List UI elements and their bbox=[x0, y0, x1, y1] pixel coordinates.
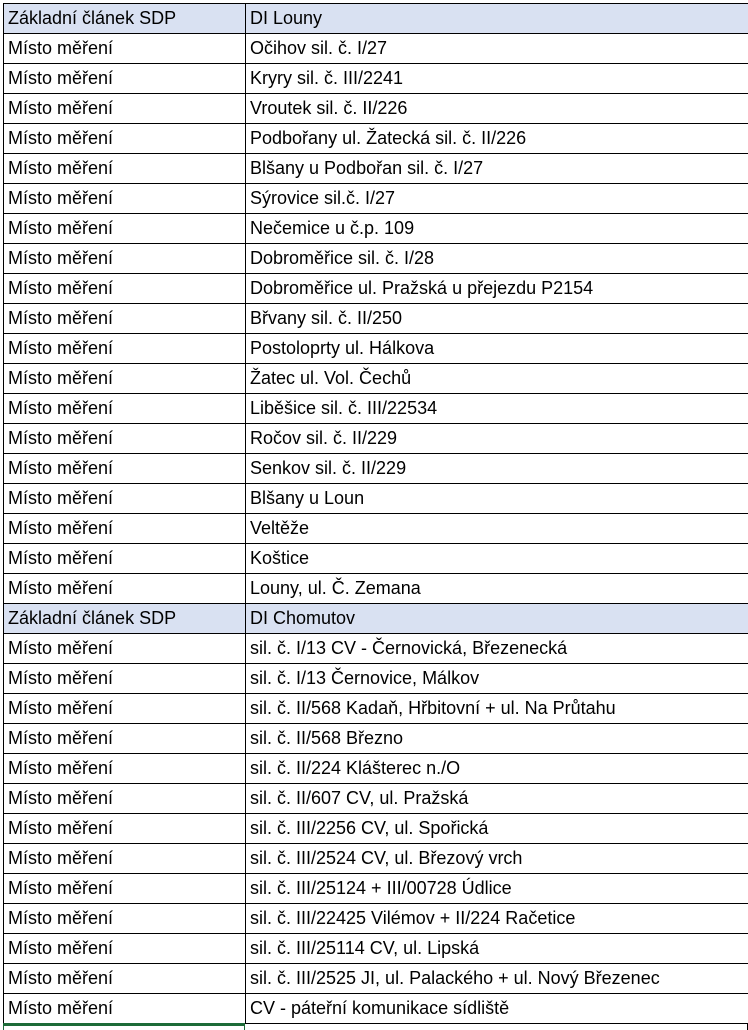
table-row bbox=[4, 154, 748, 184]
site-location-cell[interactable]: sil. č. II/607 CV, ul. Pražská bbox=[246, 784, 748, 814]
row-type-cell[interactable]: Místo měření bbox=[4, 934, 246, 964]
site-location-cell[interactable]: sil. č. III/22425 Vilémov + II/224 Račetice bbox=[246, 904, 748, 934]
site-location-cell[interactable]: Vroutek sil. č. II/226 bbox=[246, 94, 748, 124]
row-type-cell[interactable]: Místo měření bbox=[4, 304, 246, 334]
table-row bbox=[4, 544, 748, 574]
table-row bbox=[4, 904, 748, 934]
row-type-cell[interactable]: Místo měření bbox=[4, 994, 246, 1024]
row-type-cell[interactable]: Místo měření bbox=[4, 724, 246, 754]
measurement-sites-table bbox=[3, 3, 748, 1024]
row-type-cell[interactable]: Místo měření bbox=[4, 214, 246, 244]
partial-next-row bbox=[3, 1023, 748, 1030]
table-row bbox=[4, 754, 748, 784]
site-location-cell[interactable]: sil. č. III/2256 CV, ul. Spořická bbox=[246, 814, 748, 844]
table-row bbox=[4, 64, 748, 94]
row-type-cell[interactable]: Místo měření bbox=[4, 154, 246, 184]
section-label-cell[interactable]: Základní článek SDP bbox=[4, 4, 246, 34]
site-location-cell[interactable]: Senkov sil. č. II/229 bbox=[246, 454, 748, 484]
site-location-cell[interactable]: sil. č. II/224 Klášterec n./O bbox=[246, 754, 748, 784]
row-type-cell[interactable]: Místo měření bbox=[4, 754, 246, 784]
site-location-cell[interactable]: Očihov sil. č. I/27 bbox=[246, 34, 748, 64]
row-type-cell[interactable]: Místo měření bbox=[4, 454, 246, 484]
row-type-cell[interactable]: Místo měření bbox=[4, 364, 246, 394]
table-row bbox=[4, 574, 748, 604]
row-type-cell[interactable]: Místo měření bbox=[4, 784, 246, 814]
site-location-cell[interactable]: Postoloprty ul. Hálkova bbox=[246, 334, 748, 364]
table-row bbox=[4, 814, 748, 844]
row-type-cell[interactable]: Místo měření bbox=[4, 904, 246, 934]
site-location-cell[interactable]: Podbořany ul. Žatecká sil. č. II/226 bbox=[246, 124, 748, 154]
table-row bbox=[4, 694, 748, 724]
row-type-cell[interactable]: Místo měření bbox=[4, 694, 246, 724]
table-row bbox=[4, 874, 748, 904]
section-name-cell[interactable]: DI Chomutov bbox=[246, 604, 748, 634]
row-type-cell[interactable]: Místo měření bbox=[4, 274, 246, 304]
table-row bbox=[4, 214, 748, 244]
table-row bbox=[4, 364, 748, 394]
row-type-cell[interactable]: Místo měření bbox=[4, 574, 246, 604]
row-type-cell[interactable]: Místo měření bbox=[4, 64, 246, 94]
row-type-cell[interactable]: Místo měření bbox=[4, 544, 246, 574]
table-row bbox=[4, 664, 748, 694]
row-type-cell[interactable]: Místo měření bbox=[4, 874, 246, 904]
row-type-cell[interactable]: Místo měření bbox=[4, 664, 246, 694]
site-location-cell[interactable]: Koštice bbox=[246, 544, 748, 574]
site-location-cell[interactable]: Liběšice sil. č. III/22534 bbox=[246, 394, 748, 424]
table-row bbox=[4, 514, 748, 544]
selected-cell-border[interactable] bbox=[3, 1023, 245, 1030]
row-type-cell[interactable]: Místo měření bbox=[4, 514, 246, 544]
table-row bbox=[4, 334, 748, 364]
site-location-cell[interactable]: Sýrovice sil.č. I/27 bbox=[246, 184, 748, 214]
site-location-cell[interactable]: sil. č. III/2524 CV, ul. Březový vrch bbox=[246, 844, 748, 874]
table-row bbox=[4, 844, 748, 874]
site-location-cell[interactable]: sil. č. III/25124 + III/00728 Údlice bbox=[246, 874, 748, 904]
row-type-cell[interactable]: Místo měření bbox=[4, 394, 246, 424]
table-row bbox=[4, 454, 748, 484]
site-location-cell[interactable]: Dobroměřice ul. Pražská u přejezdu P2154 bbox=[246, 274, 748, 304]
site-location-cell[interactable]: Kryry sil. č. III/2241 bbox=[246, 64, 748, 94]
table-row bbox=[4, 964, 748, 994]
row-type-cell[interactable]: Místo měření bbox=[4, 184, 246, 214]
site-location-cell[interactable]: sil. č. I/13 Černovice, Málkov bbox=[246, 664, 748, 694]
site-location-cell[interactable]: Břvany sil. č. II/250 bbox=[246, 304, 748, 334]
row-type-cell[interactable]: Místo měření bbox=[4, 814, 246, 844]
section-header-row bbox=[4, 604, 748, 634]
table-row bbox=[4, 484, 748, 514]
site-location-cell[interactable]: sil. č. II/568 Kadaň, Hřbitovní + ul. Na Průtahu bbox=[246, 694, 748, 724]
site-location-cell[interactable]: CV - páteřní komunikace sídliště bbox=[246, 994, 748, 1024]
table-row bbox=[4, 124, 748, 154]
table-row bbox=[4, 994, 748, 1024]
site-location-cell[interactable]: Nečemice u č.p. 109 bbox=[246, 214, 748, 244]
site-location-cell[interactable]: sil. č. III/2525 JI, ul. Palackého + ul. Nový Březenec bbox=[246, 964, 748, 994]
table-row bbox=[4, 724, 748, 754]
section-label-cell[interactable]: Základní článek SDP bbox=[4, 604, 246, 634]
section-name-cell[interactable]: DI Louny bbox=[246, 4, 748, 34]
row-type-cell[interactable]: Místo měření bbox=[4, 124, 246, 154]
row-type-cell[interactable]: Místo měření bbox=[4, 244, 246, 274]
table-row bbox=[4, 94, 748, 124]
row-type-cell[interactable]: Místo měření bbox=[4, 634, 246, 664]
site-location-cell[interactable]: Ročov sil. č. II/229 bbox=[246, 424, 748, 454]
site-location-cell[interactable]: Veltěže bbox=[246, 514, 748, 544]
site-location-cell[interactable]: sil. č. I/13 CV - Černovická, Březenecká bbox=[246, 634, 748, 664]
site-location-cell[interactable]: Žatec ul. Vol. Čechů bbox=[246, 364, 748, 394]
next-row-cell-b[interactable] bbox=[245, 1023, 748, 1030]
site-location-cell[interactable]: Blšany u Loun bbox=[246, 484, 748, 514]
table-row bbox=[4, 934, 748, 964]
row-type-cell[interactable]: Místo měření bbox=[4, 964, 246, 994]
table-row bbox=[4, 274, 748, 304]
site-location-cell[interactable]: sil. č. II/568 Březno bbox=[246, 724, 748, 754]
row-type-cell[interactable]: Místo měření bbox=[4, 844, 246, 874]
table-row bbox=[4, 184, 748, 214]
row-type-cell[interactable]: Místo měření bbox=[4, 334, 246, 364]
site-location-cell[interactable]: sil. č. III/25114 CV, ul. Lipská bbox=[246, 934, 748, 964]
table-row bbox=[4, 394, 748, 424]
site-location-cell[interactable]: Louny, ul. Č. Zemana bbox=[246, 574, 748, 604]
site-location-cell[interactable]: Blšany u Podbořan sil. č. I/27 bbox=[246, 154, 748, 184]
site-location-cell[interactable]: Dobroměřice sil. č. I/28 bbox=[246, 244, 748, 274]
table-row bbox=[4, 634, 748, 664]
table-row bbox=[4, 244, 748, 274]
table-row bbox=[4, 424, 748, 454]
table-row bbox=[4, 304, 748, 334]
table-row bbox=[4, 34, 748, 64]
row-type-cell[interactable]: Místo měření bbox=[4, 424, 246, 454]
row-type-cell[interactable]: Místo měření bbox=[4, 34, 246, 64]
row-type-cell[interactable]: Místo měření bbox=[4, 484, 246, 514]
section-header-row bbox=[4, 4, 748, 34]
row-type-cell[interactable]: Místo měření bbox=[4, 94, 246, 124]
table-body bbox=[4, 4, 748, 1024]
table-row bbox=[4, 784, 748, 814]
